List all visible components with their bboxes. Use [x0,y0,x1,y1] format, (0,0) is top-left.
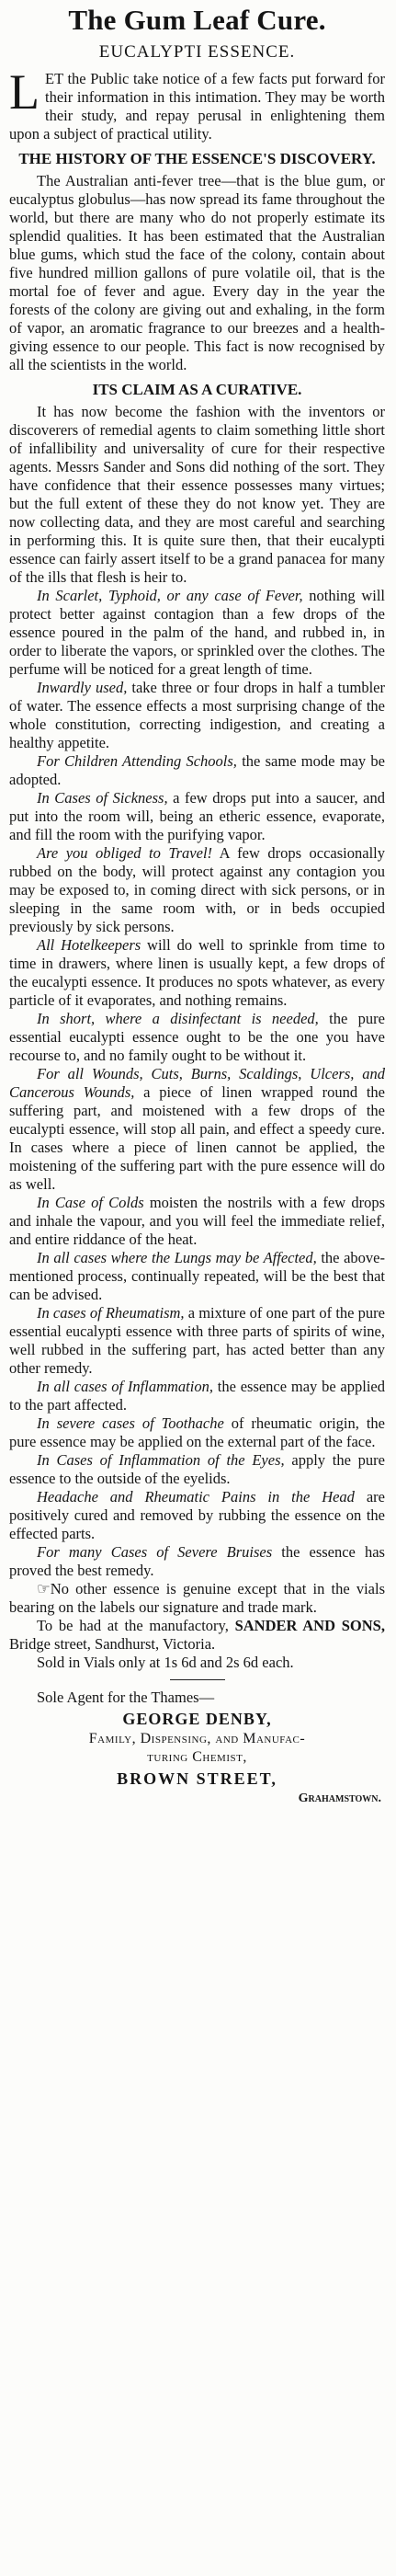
use-lead: Headache and Rheumatic Pains in the Head [37,1488,355,1506]
use-body: moisten the nostrils with a few drops and inhale the vapour, and you will feel the immediate relief, and entire riddance of the heat. [9,1194,385,1248]
use-body: of rheumatic origin, the pure essence may be applied on the external part of the face. [9,1414,385,1450]
drop-cap: L [9,64,40,120]
intro-text: ET the Public take notice of a few facts put forward for their information in this intimation. They may be worth their study, and repay perusal in enlightening them upon a subject of practical utility. [9,70,385,143]
use-body: A few drops occasionally rubbed on the body, will protect against any contagion you may be exposed to, in coming direct with sick persons, or in sleeping in the same room with, or in beds occupied previously by sick persons. [9,844,385,935]
intro-paragraph [9,64,385,143]
use-body: a piece of linen wrapped round the suffering part, and moistened with a few drops of the eucalypti essence, will stop all pain, and effect a speedy cure. In cases where a piece of linen cannot be applied, the moistening of the suffering part with the pure essence will do as well. [9,1083,385,1193]
use-body: nothing will protect better against contagion than a few drops of the essence poured in the palm of the hand, and rubbed in, in order to liberate the vapors, or sprinkled over the clothes. The perfume will be noticed for a great length of time. [9,587,385,678]
use-paragraph [9,936,385,1010]
use-body: are positively cured and removed by rubbing the essence on the effected parts. [9,1488,385,1542]
use-body: the essence may be applied to the part affected. [9,1378,386,1414]
use-paragraph [9,1414,385,1451]
agent-name: GEORGE DENBY, [122,1710,272,1728]
use-paragraph [9,679,385,752]
use-paragraph [9,1451,385,1488]
use-paragraph [9,1010,385,1065]
use-paragraph [9,1304,385,1378]
agent-label: Sole Agent for the Thames— [37,1689,215,1706]
use-body: the above-mentioned process, continually repeated, will be the best that can be advised. [9,1249,385,1303]
history-paragraph: The Australian anti-fever tree—that is the blue gum, or eucalyptus globulus—has now spread its fame throughout the world, but there are many who do not properly estimate its splendid qualities. It has been estimated that the Australian blue gums, which stud the face of the colony, contain about five hundred million gallons of pure volatile oil, that is the mortal foe of fever and ague. Every day in the year the forests of the colony are giving out and exhaling, in the form of vapor, an aromatic fragrance to our breezes and a health-giving essence to our people. This fact is now recognised by all the scientists in the world. [9,172,385,373]
agent-street: BROWN STREET, [117,1769,277,1788]
notice-paragraph [9,1580,385,1617]
agent-town: Grahamstown. [298,1792,381,1805]
use-lead: All Hotelkeepers [37,936,141,954]
use-paragraph [9,1194,385,1249]
agent-description-line2: turing Chemist, [147,1749,247,1765]
use-paragraph [9,1488,385,1543]
use-paragraph [9,587,385,679]
use-lead: In Cases of Sickness, [37,789,168,807]
history-heading: THE HISTORY OF THE ESSENCE'S DISCOVERY. [18,150,376,167]
agent-description-line1: Family, Dispensing, and Manufac- [88,1731,306,1746]
address-firm: SANDER AND SONS, [234,1617,385,1634]
advert-title: The Gum Leaf Cure. [68,4,326,36]
use-lead: In severe cases of Toothache [37,1414,224,1432]
claim-heading: ITS CLAIM AS A CURATIVE. [92,381,302,398]
use-paragraph [9,1065,385,1194]
use-paragraph [9,844,385,936]
address-suffix: Bridge street, Sandhurst, Victoria. [9,1635,216,1653]
address-prefix: To be had at the manufactory, [37,1617,235,1634]
use-lead: In all cases of Inflammation, [37,1378,213,1395]
use-lead: Are you obliged to Travel! [37,844,213,862]
notice-text: No other essence is genuine except that in the vials bearing on the labels our signature and trade mark. [9,1580,385,1616]
address-paragraph [9,1617,385,1654]
use-body: a mixture of one part of the pure essential eucalypti essence with three parts of spirits of wine, well rubbed in the suffering part, has acted better than any other remedy. [9,1304,385,1377]
use-body: apply the pure essence to the outside of the eyelids. [9,1451,385,1487]
use-paragraph [9,1378,385,1414]
uses-list [9,587,385,1580]
price-line: Sold in Vials only at 1s 6d and 2s 6d each. [37,1654,294,1671]
use-body: take three or four drops in half a tumbler of water. The essence effects a most surprising change of the whole constitution, correcting indigestion, and creating a healthy appetite. [9,679,385,751]
use-lead: In cases of Rheumatism, [37,1304,185,1322]
pointing-hand-icon: ☞ [37,1580,51,1597]
use-body: the essence has proved the best remedy. [9,1543,385,1579]
use-body: the same mode may be adopted. [9,752,385,788]
advert-subtitle: EUCALYPTI ESSENCE. [98,42,296,62]
use-lead: For Children Attending Schools, [37,752,237,770]
use-lead: In Scarlet, Typhoid, or any case of Fever, [37,587,303,604]
use-lead: In all cases where the Lungs may be Affected, [37,1249,317,1266]
use-lead: Inwardly used, [37,679,128,696]
use-body: will do well to sprinkle from time to time in drawers, where linen is usually kept, a few drops of the eucalypti essence. It produces no spots whatever, as every particle of it evaporates, and nothing remains. [9,936,385,1009]
use-paragraph [9,1543,385,1580]
use-lead: In Case of Colds [37,1194,144,1211]
use-paragraph [9,1249,385,1304]
use-paragraph [9,752,385,789]
use-lead: In Cases of Inflammation of the Eyes, [37,1451,285,1469]
use-lead: For all Wounds, Cuts, Burns, Scaldings, Ulcers, and Cancerous Wounds, [9,1065,385,1101]
use-paragraph [9,789,385,844]
use-lead: For many Cases of Severe Bruises [37,1543,273,1561]
claim-paragraph: It has now become the fashion with the inventors or discoverers of remedial agents to claim something little short of infallibility and universality of cure for their respective agents. Messrs Sander and Sons did nothing of the sort. They have confidence that their essence possesses many virtues; but the full extent of these they do not know yet. They are now collecting data, and they are most careful and searching in performing this. It is quite sure then, that their eucalypti essence can fairly assert itself to be a grand panacea for many of the ills that flesh is heir to. [9,403,385,586]
use-body: the pure essential eucalypti essence ought to be the one you have recourse to, and no family ought to be without it. [9,1010,385,1064]
divider [170,1679,225,1680]
use-lead: In short, where a disinfectant is needed, [37,1010,319,1027]
use-body: a few drops put into a saucer, and put into the room will, being an etheric essence, evaporate, and fill the room with the purifying vapor. [9,789,385,843]
